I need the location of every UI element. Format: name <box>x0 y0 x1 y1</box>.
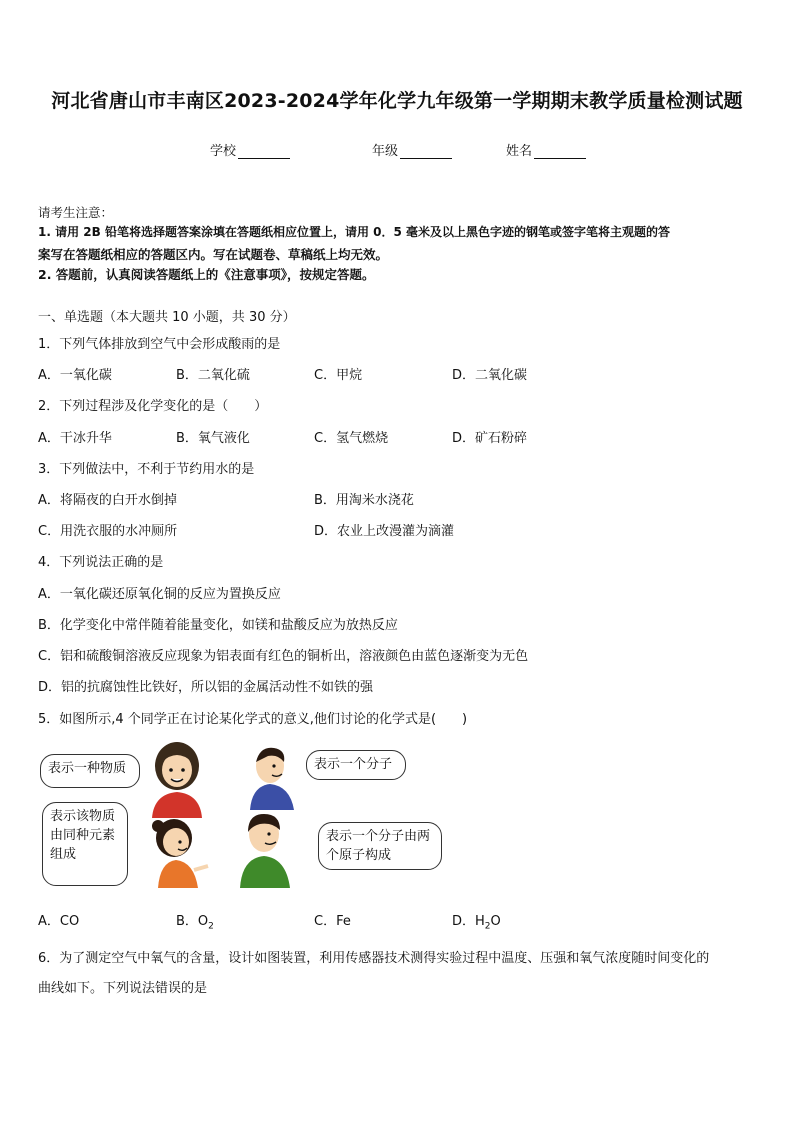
q2-option-d[interactable]: D．矿石粉碎 <box>452 431 528 446</box>
grade-field <box>372 140 452 159</box>
q5-option-c[interactable]: C．Fe <box>314 914 351 929</box>
q6-stem-line-2: 曲线如下。下列说法错误的是 <box>38 981 208 996</box>
grade-label: 年级 <box>372 144 399 159</box>
q5-option-d-subscript: 2 <box>484 921 491 932</box>
q5-option-d[interactable] <box>452 910 501 932</box>
q5-option-d-suffix: O <box>490 914 501 929</box>
section-heading: 一、单选题（本大题共 10 小题，共 30 分） <box>38 310 296 325</box>
school-field <box>210 140 290 159</box>
name-blank[interactable] <box>534 145 586 159</box>
q1-option-c[interactable]: C．甲烷 <box>314 368 363 383</box>
school-blank[interactable] <box>238 145 290 159</box>
student-girl-top-icon <box>142 740 212 818</box>
notice-line-1a: 1. 请用 2B 铅笔将选择题答案涂填在答题纸相应位置上，请用 0．5 毫米及以上黑色字迹的钢笔或签字笔将主观题的答 <box>38 225 670 239</box>
q5-figure <box>38 740 458 890</box>
q3-option-a[interactable]: A．将隔夜的白开水倒掉 <box>38 493 177 508</box>
q2-stem: 2．下列过程涉及化学变化的是（ ） <box>38 399 268 414</box>
speech-bubble-two-atoms: 表示一个分子由两个原子构成 <box>318 822 442 870</box>
school-label: 学校 <box>210 144 237 159</box>
q3-option-c[interactable]: C．用洗衣服的水冲厕所 <box>38 524 178 539</box>
notice-heading: 请考生注意： <box>38 205 114 220</box>
student-boy-top-icon <box>244 744 300 810</box>
q1-option-b[interactable]: B．二氧化硫 <box>176 368 250 383</box>
name-label: 姓名 <box>506 144 533 159</box>
q5-option-b[interactable] <box>176 910 214 932</box>
q2-option-c[interactable]: C．氢气燃烧 <box>314 431 389 446</box>
q6-stem-line-1: 6．为了测定空气中氧气的含量，设计如图装置，利用传感器技术测得实验过程中温度、压强和氧气浓度随时间变化的 <box>38 951 710 966</box>
speech-bubble-substance: 表示一种物质 <box>40 754 140 788</box>
q1-stem: 1．下列气体排放到空气中会形成酸雨的是 <box>38 337 281 352</box>
speech-bubble-molecule: 表示一个分子 <box>306 750 406 780</box>
q3-stem: 3．下列做法中，不利于节约用水的是 <box>38 462 255 477</box>
q4-option-c[interactable]: C．铝和硫酸铜溶液反应现象为铝表面有红色的铜析出，溶液颜色由蓝色逐渐变为无色 <box>38 649 529 664</box>
student-girl-bottom-icon <box>146 816 212 888</box>
q5-option-b-subscript: 2 <box>208 921 214 932</box>
q5-option-b-text: B．O <box>176 914 209 929</box>
q1-option-a[interactable]: A．一氧化碳 <box>38 368 112 383</box>
q3-option-d[interactable]: D．农业上改漫灌为滴灌 <box>314 524 455 539</box>
notice-line-2: 2. 答题前，认真阅读答题纸上的《注意事项》，按规定答题。 <box>38 267 375 282</box>
student-boy-bottom-icon <box>234 810 294 888</box>
q3-option-b[interactable]: B．用淘米水浇花 <box>314 493 414 508</box>
q1-option-d[interactable]: D．二氧化碳 <box>452 368 528 383</box>
notice-line-1b: 案写在答题纸相应的答题区内。写在试题卷、草稿纸上均无效。 <box>38 247 389 262</box>
q2-option-b[interactable]: B．氧气液化 <box>176 431 250 446</box>
q2-option-a[interactable]: A．干冰升华 <box>38 431 112 446</box>
q4-stem: 4．下列说法正确的是 <box>38 555 164 570</box>
q4-option-a[interactable]: A．一氧化碳还原氧化铜的反应为置换反应 <box>38 587 281 602</box>
grade-blank[interactable] <box>400 145 452 159</box>
q5-option-a[interactable]: A．CO <box>38 914 80 929</box>
name-field <box>506 140 586 159</box>
q4-option-b[interactable]: B．化学变化中常伴随着能量变化，如镁和盐酸反应为放热反应 <box>38 618 398 633</box>
q4-option-d[interactable]: D．铝的抗腐蚀性比铁好，所以铝的金属活动性不如铁的强 <box>38 680 374 695</box>
q5-option-d-text: D．H <box>452 914 485 929</box>
exam-title: 河北省唐山市丰南区2023-2024学年化学九年级第一学期期末教学质量检测试题 <box>51 90 743 112</box>
speech-bubble-element: 表示该物质由同种元素组成 <box>42 802 128 886</box>
q5-stem: 5．如图所示,4 个同学正在讨论某化学式的意义,他们讨论的化学式是( ) <box>38 712 468 727</box>
